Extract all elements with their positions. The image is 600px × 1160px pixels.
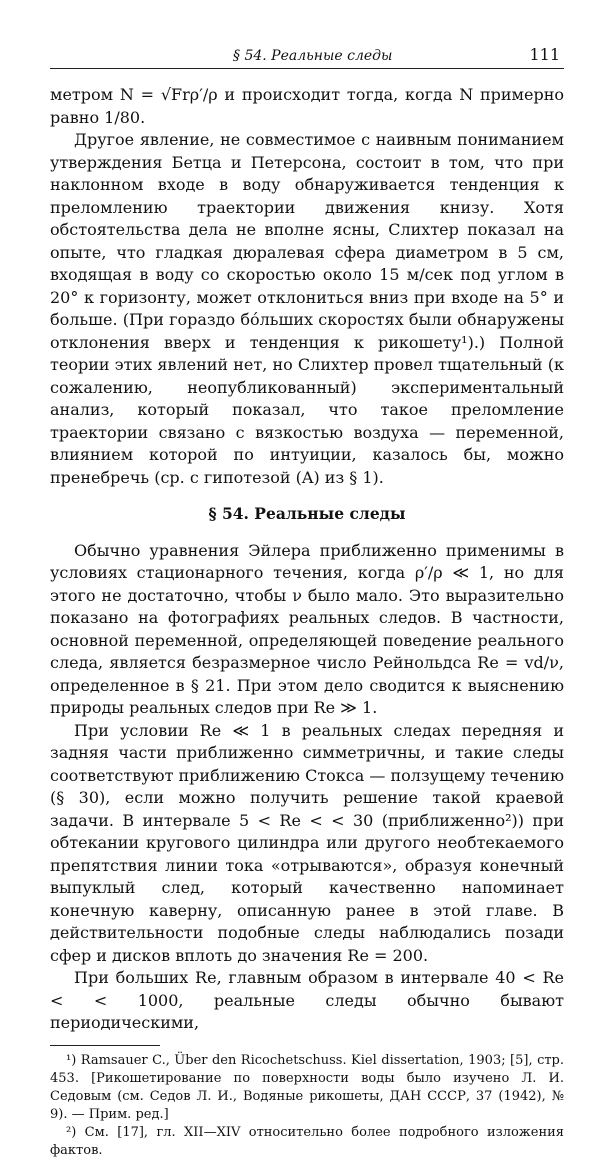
paragraph: Другое явление, не совместимое с наивным пониманием утверждения Бетца и Петерсона, состоит в том, что при наклонном входе в воду обнаруживается тенденция к преломлению траектории движения книзу. Хотя обстоятельства дела не вполне ясны, Слихтер показал на опыте, что гладкая дюралевая сфера диаметром в 5 см, входящая в воду со скоростью около 15 м/сек под углом в 20° к горизонту, может отклониться вниз при входе на 5° и больше. (При гораздо бо́льших скоростях были обнаружены отклонения вверх и тенденция к рикошету¹).) Полной теории этих явлений нет, но Слихтер провел тщательный (к сожалению, неопубликованный) экспериментальный анализ, который показал, что такое преломление траектории связано с вязкостью воздуха — переменной, влиянием которой по интуиции, казалось бы, можно пренебречь (ср. с гипотезой (A) из § 1). <box>50 130 564 487</box>
page-body <box>50 84 564 1160</box>
page-number: 111 <box>529 45 560 64</box>
footnote: ¹) Ramsauer C., Über den Ricochetschuss. Kiel dissertation, 1903; [5], стр. 453. [Рикошетирование по поверхности воды было изучено Л. И. Седовым (см. Седов Л. И., Водяные рикошеты, ДАН СССР, 37 (1942), № 9). — Прим. ред.] <box>50 1052 564 1122</box>
running-header <box>50 38 564 69</box>
paragraph-continuation: метром N = √Frρ′/ρ и происходит тогда, когда N примерно равно 1/80. <box>50 85 564 127</box>
paragraph: Обычно уравнения Эйлера приближенно применимы в условиях стационарного течения, когда ρ′/ρ ≪ 1, но для этого не достаточно, чтобы ν было мало. Это выразительно показано на фотографиях реальных следов. В частности, основной переменной, определяющей поведение реального следа, является безразмерное число Рейнольдса Re = vd/ν, определенное в § 21. При этом дело сводится к выяснению природы реальных следов при Re ≫ 1. <box>50 540 564 717</box>
section-heading: § 54. Реальные следы <box>208 504 406 523</box>
paragraph: При больших Re, главным образом в интервале 40 < Re < < 1000, реальные следы обычно бывают периодическими, <box>50 968 564 1032</box>
footnote: ²) См. [17], гл. XII—XIV относительно более подробного изложения фактов. <box>50 1124 564 1158</box>
footnote-divider <box>50 1045 160 1046</box>
paragraph: При условии Re ≪ 1 в реальных следах передняя и задняя части приближенно симметричны, и такие следы соответствуют приближению Стокса — ползущему течению (§ 30), если можно получить решение такой краевой задачи. В интервале 5 < Re < < 30 (приближенно²)) при обтекании кругового цилиндра или другого необтекаемого препятствия линии тока «отрываются», образуя конечный выпуклый след, который качественно напоминает конечную каверну, описанную ранее в этой главе. В действительности подобные следы наблюдались позади сфер и дисков вплоть до значения Re = 200. <box>50 720 564 965</box>
footnotes <box>50 1052 564 1160</box>
running-title: § 54. Реальные следы <box>233 48 393 64</box>
